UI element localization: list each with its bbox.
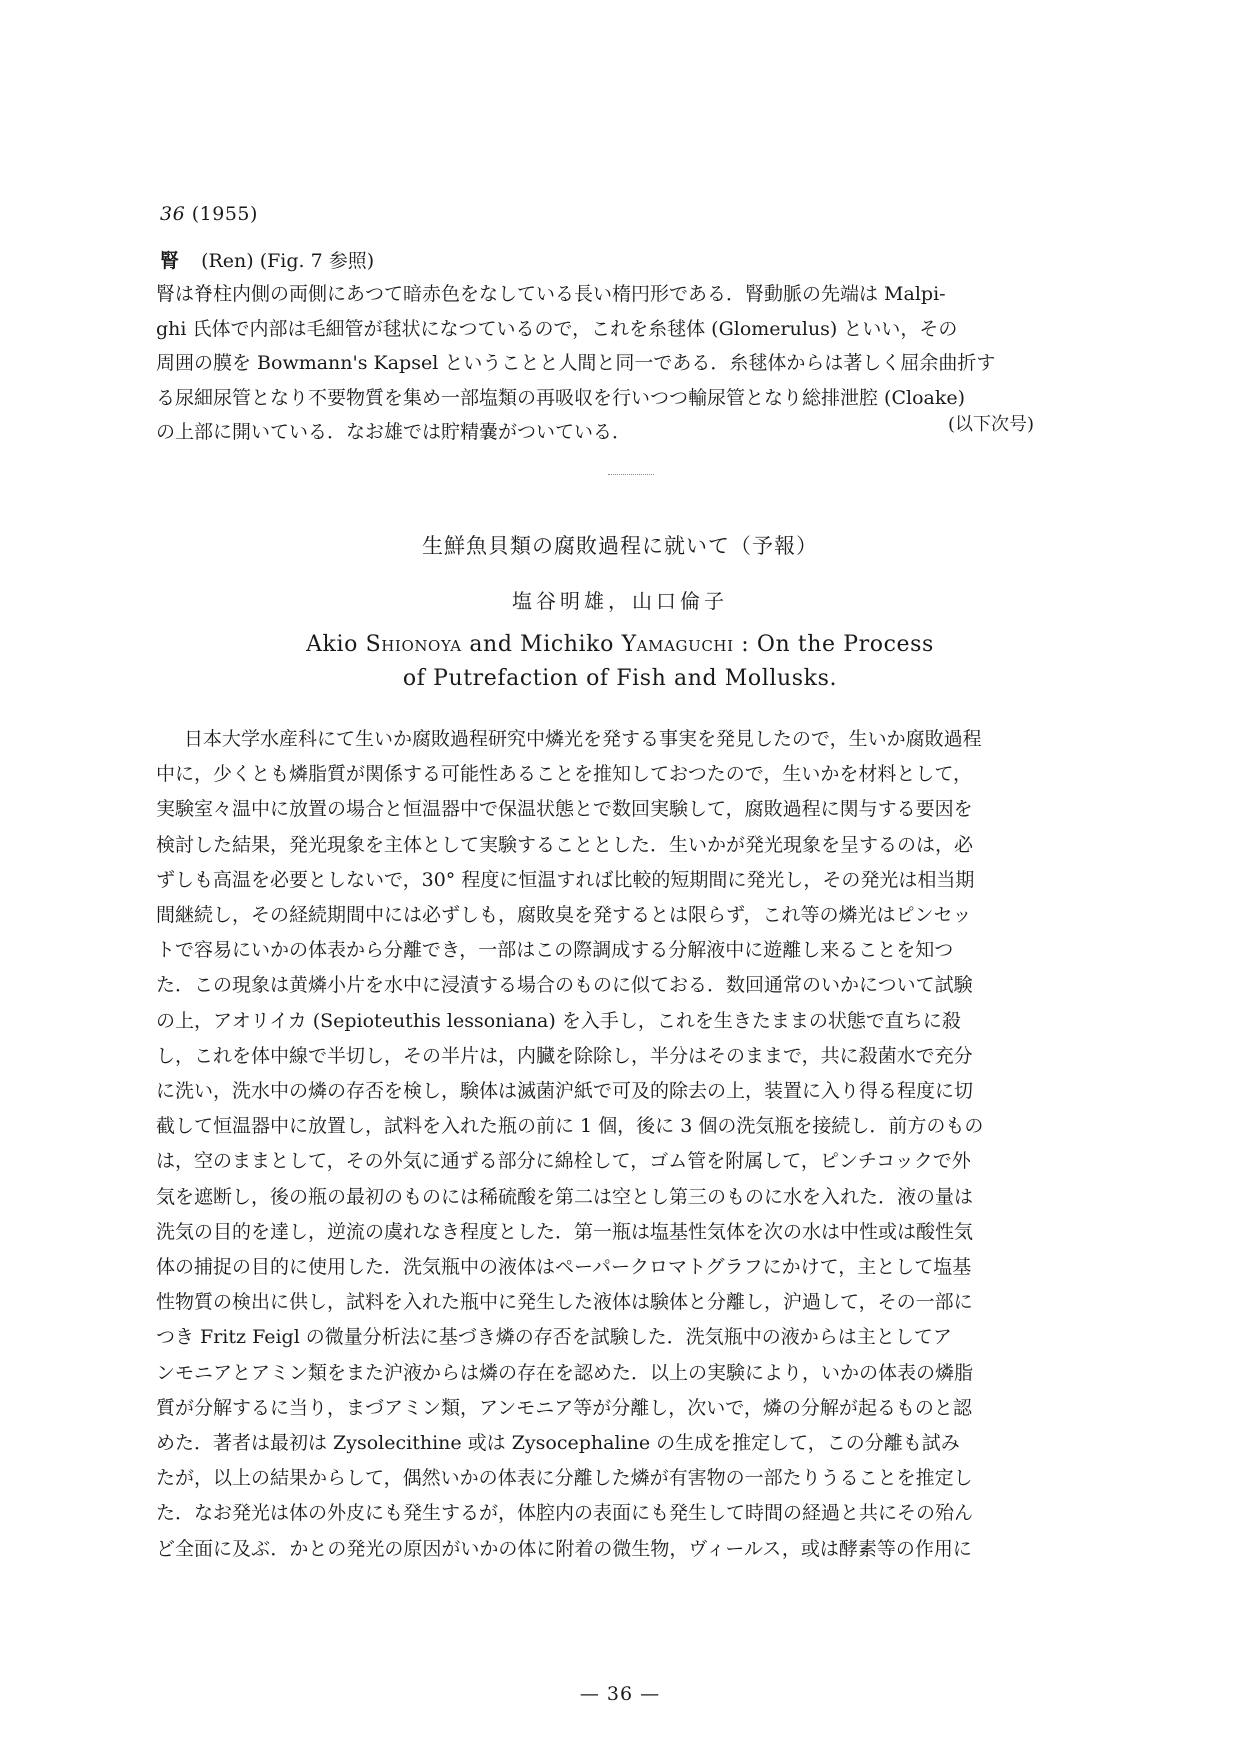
page-header-reference (160, 203, 258, 225)
body-line: 洗気の目的を達し，逆流の虞れなき程度とした．第一瓶は塩基性気体を次の水は中性或は酸性気 (156, 1220, 974, 1243)
author-1-surname: Shionoya (365, 632, 462, 657)
section-divider (608, 474, 654, 475)
title-en-fragment: and Michiko (461, 632, 622, 657)
article-title-jp: 生鮮魚貝類の腐敗過程に就いて（予報） (422, 534, 818, 558)
body-line: 実験室々温中に放置の場合と恒温器中で保温状態とで数回実験して，腐敗過程に関与する要因を (156, 798, 973, 821)
title-en-fragment: Akio (306, 632, 366, 657)
article-title-en (0, 628, 1240, 696)
paragraph-line: ghi 氏体で内部は毛細管が毬状になつているので，これを糸毬体 (Glomerulus) といい，その (156, 317, 958, 340)
paragraph-line: 腎は脊柱内側の両側にあつて暗赤色をなしている長い楕円形である．腎動脈の先端は Malpi- (156, 283, 946, 305)
body-line: 検討した結果，発光現象を主体として実験することとした．生いかが発光現象を呈するのは，必 (156, 833, 974, 856)
body-line: 気を遮断し，後の瓶の最初のものには稀硫酸を第二は空とし第三のものに水を入れた．液の量は (156, 1185, 974, 1208)
authors-jp: 塩谷明雄，山口倫子 (512, 589, 728, 613)
body-line: ンモニアとアミン類をまた沪液からは燐の存在を認めた．以上の実験により，いかの体表の燐脂 (156, 1361, 974, 1384)
body-line: 質が分解するに当り，まづアミン類，アンモニア等が分離し，次いで，燐の分解が起るものと認 (156, 1396, 972, 1419)
body-line: トで容易にいかの体表から分離でき，一部はこの際調成する分解液中に遊離し来ることを知つ (156, 939, 954, 962)
body-line: し，これを体中線で半切し，その半片は，内臓を除除し，半分はそのままで，共に殺菌水で充分 (156, 1044, 973, 1067)
page-number: — 36 — (579, 1683, 661, 1705)
publication-year: (1955) (191, 203, 258, 225)
body-line: の上，アオリイカ (Sepioteuthis lessoniana) を入手し，これを生きたままの状態で直ちに殺 (156, 1009, 961, 1032)
body-line: たが，以上の結果からして，偶然いかの体表に分離した燐が有害物の一部たりうることを推定し (156, 1467, 973, 1490)
paragraph-line: 周囲の膜を Bowmann's Kapsel ということと人間と同一である．糸毬体からは著しく屈余曲折す (156, 352, 996, 374)
body-line: めた．著者は最初は Zysolecithine 或は Zysocephaline の生成を推定して，この分離も試み (156, 1432, 960, 1455)
volume-number: 36 (160, 203, 186, 225)
body-line: 日本大学水産科にて生いか腐敗過程研究中燐光を発する事実を発見したので，生いか腐敗過程 (184, 728, 982, 750)
paragraph-line: の上部に開いている．なお雄では貯精嚢がついている． (156, 421, 632, 443)
section-heading-kanji: 腎 (160, 250, 180, 272)
author-2-surname: Yamaguchi (621, 632, 734, 657)
body-line: 体の捕捉の目的に使用した．洗気瓶中の液体はペーパークロマトグラフにかけて，主として塩基 (156, 1256, 972, 1279)
continued-note: (以下次号) (948, 414, 1035, 435)
body-line: ど全面に及ぶ．かとの発光の原因がいかの体に附着の微生物，ヴィールス，或は酵素等の作用に (156, 1537, 972, 1560)
body-line: つき Fritz Feigl の微量分析法に基づき燐の存否を試験した．洗気瓶中の液からは主としてア (156, 1326, 952, 1349)
body-line: 間継続し，その経続期間中には必ずしも，腐敗臭を発するとは限らず，これ等の燐光はピンセッ (156, 904, 972, 927)
kidney-section-heading (160, 246, 374, 273)
paragraph-line: る尿細尿管となり不要物質を集め一部塩類の再吸収を行いつつ輸尿管となり総排泄腔 (Cloake) (156, 386, 966, 409)
body-line: た．なお発光は体の外皮にも発生するが，体腔内の表面にも発生して時間の経過と共にその殆ん (156, 1502, 974, 1525)
title-en-line-1 (0, 628, 1240, 662)
body-line: 中に，少くとも燐脂質が関係する可能性あることを推知しておつたので，生いかを材料として， (156, 763, 973, 786)
body-line: ずしも高温を必要としないで，30° 程度に恒温すれば比較的短期間に発光し，その発光は相当期 (156, 868, 975, 891)
body-line: 性物質の検出に供し，試料を入れた瓶中に発生した液体は験体と分離し，沪過して，その一部に (156, 1291, 973, 1314)
body-line: た．この現象は黄燐小片を水中に浸漬する場合のものに似ておる．数回通常のいかについて試験 (156, 974, 973, 997)
article-body (156, 722, 1112, 1567)
title-en-line-2: of Putrefaction of Fish and Mollusks. (402, 666, 838, 691)
section-heading-rest: (Ren) (Fig. 7 参照) (201, 250, 375, 272)
body-line: に洗い，洗水中の燐の存否を検し，験体は滅菌沪紙で可及的除去の上，装置に入り得る程度に切 (156, 1080, 974, 1103)
body-line: 截して恒温器中に放置し，試料を入れた瓶の前に 1 個，後に 3 個の洗気瓶を接続し．前方のもの (156, 1115, 984, 1138)
title-en-fragment: : On the Process (733, 632, 934, 657)
body-line: は，空のままとして，その外気に通ずる部分に綿栓して，ゴム管を附属して，ピンチコックで外 (156, 1150, 971, 1173)
